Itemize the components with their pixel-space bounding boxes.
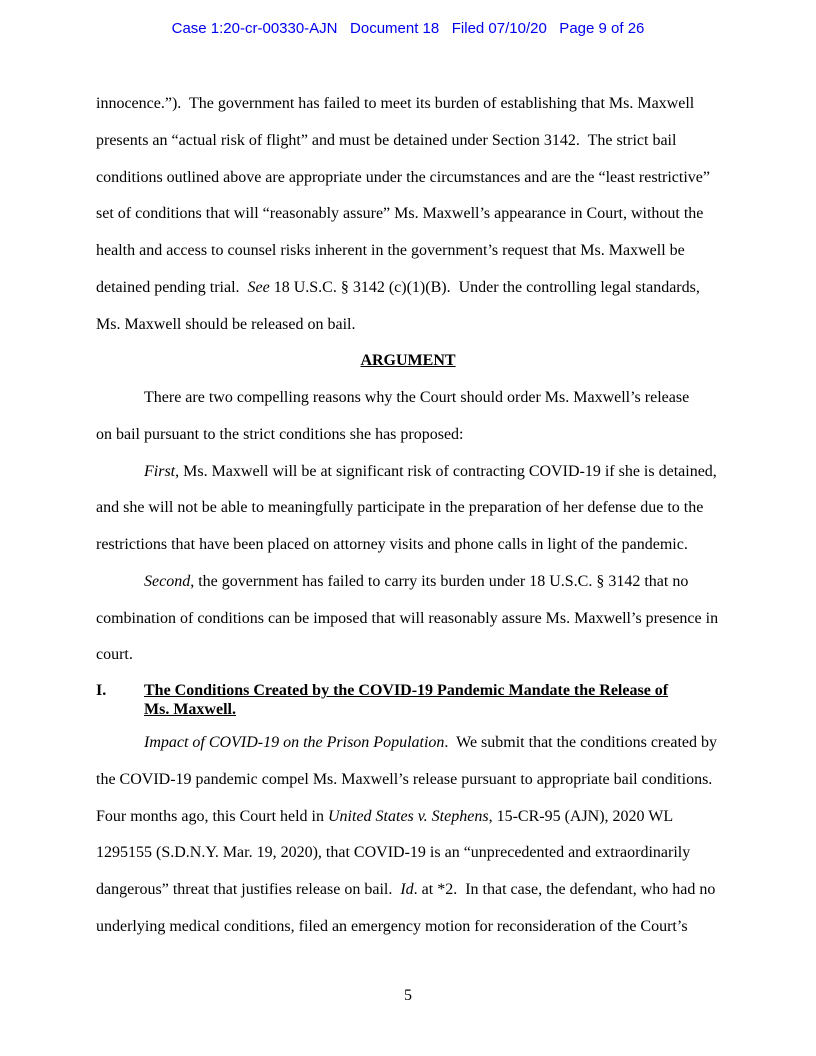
citation-signal: See (247, 278, 270, 296)
heading-text: ARGUMENT (360, 352, 456, 370)
text-run: presents an “actual risk of flight” and must be detained under Section 3142. The strict bail (96, 131, 677, 149)
document-line (96, 454, 720, 491)
document-line (96, 564, 720, 601)
case-citation: United States v. Stephens (328, 807, 489, 825)
document-line (96, 725, 720, 762)
text-run: detained pending trial. (96, 278, 248, 296)
document-line (96, 762, 720, 799)
section-title-line-2: Ms. Maxwell. (144, 701, 236, 718)
text-run: underlying medical conditions, filed an emergency motion for reconsideration of the Court’s (96, 917, 688, 935)
text-run: , Ms. Maxwell will be at significant risk of contracting COVID-19 if she is detained, (175, 462, 717, 480)
document-line (96, 490, 720, 527)
text-run: dangerous” threat that justifies release on bail. (96, 881, 401, 898)
text-run: innocence.”). The government has failed to meet its burden of establishing that Ms. Maxwell (96, 95, 695, 112)
document-line (96, 637, 720, 674)
document-line (96, 86, 720, 123)
document-line (96, 527, 720, 564)
text-run: , the government has failed to carry its burden under 18 U.S.C. § 3142 that no (190, 572, 689, 590)
text-run: combination of conditions can be imposed that will reasonably assure Ms. Maxwell’s presence in (96, 609, 719, 627)
document-line (96, 872, 720, 909)
document-line (96, 799, 720, 836)
text-run: health and access to counsel risks inherent in the government’s request that Ms. Maxwell be (96, 242, 685, 259)
section-title (144, 681, 720, 719)
document-line (96, 835, 720, 872)
document-line (96, 307, 720, 344)
ecf-stamp: Case 1:20-cr-00330-AJN Document 18 Filed 07/10/20 Page 9 of 26 (171, 20, 645, 37)
text-run: . We submit that the conditions created by (444, 734, 717, 751)
text-run: There are two compelling reasons why the Court should order Ms. Maxwell’s release (144, 389, 690, 406)
text-run: the COVID-19 pandemic compel Ms. Maxwell’s release pursuant to appropriate bail conditions. (96, 770, 713, 788)
text-run: conditions outlined above are appropriate under the circumstances and are the “least restrictive” (96, 168, 710, 186)
text-run: 1295155 (S.D.N.Y. Mar. 19, 2020), that COVID-19 is an “unprecedented and extraordinarily (96, 844, 691, 862)
section-title-line-1: The Conditions Created by the COVID-19 Pandemic Mandate the Release of (144, 682, 669, 699)
document-line (96, 123, 720, 160)
text-run: 18 U.S.C. § 3142 (c)(1)(B). Under the controlling legal standards, (269, 278, 700, 296)
document-line (96, 601, 720, 638)
text-run: on bail pursuant to the strict conditions she has proposed: (96, 425, 464, 443)
text-run: Four months ago, this Court held in (96, 807, 328, 825)
document-line (96, 270, 720, 307)
document-line (96, 380, 720, 417)
document-line (96, 160, 720, 197)
emphasis-run: First (144, 462, 176, 480)
emphasis-run: Second (144, 572, 191, 590)
document-line (96, 417, 720, 454)
page-number: 5 (404, 987, 412, 1004)
text-run: court. (96, 646, 133, 664)
text-run: restrictions that have been placed on attorney visits and phone calls in light of the pandemic. (96, 536, 688, 553)
document-line (96, 233, 720, 270)
document-line (96, 909, 720, 946)
citation-signal: Id (400, 881, 414, 898)
text-run: , 15-CR-95 (AJN), 2020 WL (488, 807, 674, 825)
section-1-heading (96, 674, 720, 719)
text-run: set of conditions that will “reasonably assure” Ms. Maxwell’s appearance in Court, without the (96, 205, 704, 223)
text-run: Ms. Maxwell should be released on bail. (96, 315, 356, 333)
text-run: and she will not be able to meaningfully participate in the preparation of her defense due to the (96, 499, 704, 517)
argument-heading (96, 343, 720, 380)
text-run: . at *2. In that case, the defendant, who had no (413, 881, 716, 898)
document-body (96, 86, 720, 946)
section-number: I. (96, 682, 107, 699)
document-line (96, 196, 720, 233)
emphasis-run: Impact of COVID-19 on the Prison Population (144, 734, 445, 751)
